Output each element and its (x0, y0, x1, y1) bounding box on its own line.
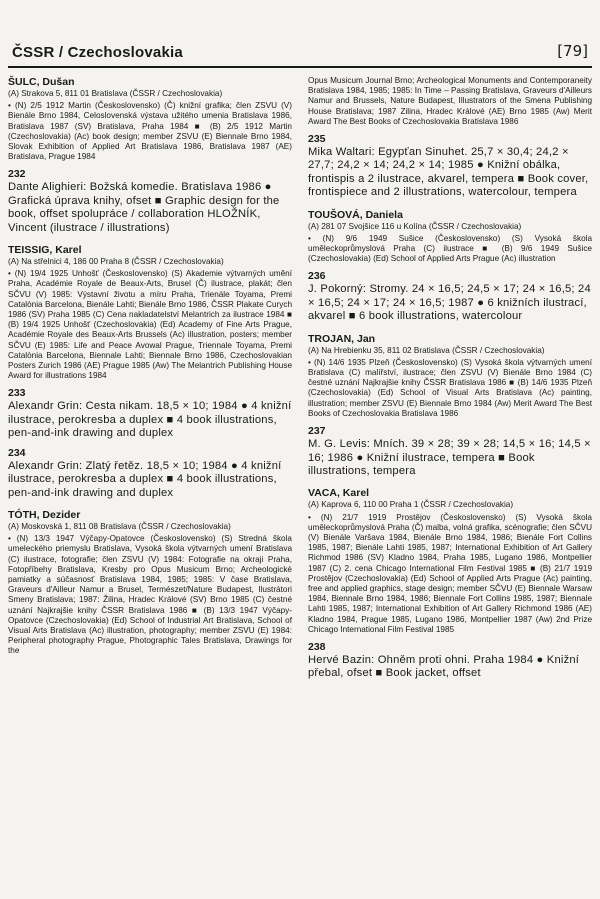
work-description: J. Pokorný: Stromy. 24 × 16,5; 24,5 × 17; 24 × 16,5; 24 × 16,5; 24 × 17; 24 × 16,5; 1987 ● 6 knižních ilustrací, akvarel ■ 6 book illustrations, watercolour (308, 283, 591, 323)
entry-teissig (8, 244, 292, 500)
work-number: 237 (308, 425, 326, 438)
artist-bio: • (N) 21/7 1919 Prostějov (Československo) (S) Vysoká škola uměleckoprůmyslová Praha (Č) malba, volná grafika, scénografie; člen SČVU (V) Bienále Varšava 1984, Bienále Brno 1984, 1986; Bienále Fort Collins 1985, 1987; Bienále Lahti 1985, 1987; International Exhibition of Art Gallery Richmod 1986 (SV) Kladno 1984, Praha 1985, Lugano 1986, Montpellier 1987 (C) 2. cena Chicago International Film Festival 1985 ■ (B) 21/7 1919 Prostějov (Czechoslovakia) (Ed) School of Applied Arts Prague (Ac) painting, free and applied graphics, stage design; member SČVU (E) Biennale Warsaw 1984, Biennale Brno 1984, 1986; Biennale Fort Collins 1985, 1987; Biennale Lahti 1985, 1987; International Exhibition of Art Gallery Richmond 1986 (AE) Kladno 1984, Prague 1985, Lugano 1986, Montpellier 1987 (Aw) 2nd Prize Chicago International Film Festival 1985 (308, 512, 592, 634)
section-title: ČSSR / Czechoslovakia (12, 44, 183, 61)
work-number: 236 (308, 270, 326, 283)
artist-name: TEISSIG, Karel (8, 244, 82, 257)
work-number: 238 (308, 640, 326, 653)
work-description: Alexandr Grin: Zlatý řetěz. 18,5 × 10; 1984 ● 4 knižní ilustrace, perokresba a duplex ■ 4 book illustrations, pen-and-ink drawing and duplex (8, 459, 282, 499)
artist-name: TÓTH, Dezider (8, 508, 81, 521)
header-rule (8, 66, 592, 68)
entry-trojan (308, 333, 592, 479)
artist-bio: • (N) 9/6 1949 Sušice (Československo) (S) Vysoká škola uměleckoprůmyslová Praha (C) ilustrace ■ (B) 9/6 1949 Sušice (Czechoslovakia) (Ed) School of Applied Arts Prague (Ac) illustration (308, 233, 592, 264)
entry-sulc (8, 76, 292, 235)
left-column (8, 76, 292, 666)
artist-address: (A) Kaprova 6, 110 00 Praha 1 (ČSSR / Czechoslovakia) (308, 500, 514, 510)
artist-address: (A) Moskovská 1, 811 08 Bratislava (ČSSR / Czechoslovakia) (8, 521, 231, 531)
artist-bio-continued: Opus Musicum Journal Brno; Archeological Monuments and Contemporaneity Bratislava 1984, 1985; 1985: In Time – Passing Bratislava, Graveurs d'Ailleurs Namur and Brussels, Nature Budapest, Illustrators of the Smena Publishing House Bratislava; 1987 Zilina, Hradec Králové (AE) Brno 1985 (Aw) Merit Award The Best Books of Czechoslovakia Bratislava 1986 (308, 76, 592, 126)
page-number: [79] (557, 42, 588, 60)
artist-name: TOUŠOVÁ, Daniela (308, 208, 403, 221)
right-column (308, 76, 592, 690)
artist-bio: • (N) 2/5 1912 Martin (Československo) (Č) knižní grafika; člen ZSVU (V) Bienále Brno 1984, Celoslovenská výstava užitého umenia Bratislava 1986, Bratislava 1987 (SV) Bratislava, Praha 1984 ■ (B) 2/5 1912 Martin (Czechoslovakia) (Ac) book design; member ZSVU (E) Biennale Brno 1984, Slovak Exhibition of Applied Art Bratislava 1986, Bratislava 1987 (AE) Bratislava, Prague 1984 (8, 101, 292, 162)
artist-bio: • (N) 14/6 1935 Plzeň (Československo) (S) Vysoká škola výtvarných umení Bratislava (C) malířství, ilustrace; člen ZSVU (V) Bienále Brno 1984 (C) čestné uznání Najkrajšie knihy ČSSR Bratislava 1986 ■ (B) 14/6 1935 Plzeň (Czechoslovakia) (Ed) School of Visual Arts Bratislava (Ac) painting, illustration; member ZSVU (E) Biennale Brno 1984 (Aw) Merit Award The Best Books of Czechoslovakia Bratislava 1986 (308, 357, 592, 418)
artist-bio: • (N) 19/4 1925 Unhošť (Československo) (S) Akademie výtvarných umění Praha, Académie Royale de Beaux-Arts, Brusel (Č) ilustrace, plakát; člen SČVU (V) 1985: Výstavní životu a míru Praha, Trienále Toyama, Premi Catalònia Barcelona, Bienále Lahti; Bienále Brno 1986, ČSSR Plakate Curych 1986 (SV) Praha 1985 (C) Cena nakladatelství Melantrich za ilustrace 1984 ■ (B) 19/4 1925 Unhošť (Czechoslovakia) (Ed) Academy of Fine Arts Prague, Académie Royale des Beaux-Arts Brussels (Ac) illustration, posters; member SČVU (E) 1985: Life and Peace Avowal Prague, Triennale Toyama, Premi Catalònia Barcelona, Biennale Lahti; Biennale Brno 1986, Czechoslovakian Posters Zurich 1986 (AE) Prague 1985 (Aw) The Melantrich Publishing House Award for illustrations 1984 (8, 269, 292, 381)
work-number: 233 (8, 387, 26, 400)
artist-address: (A) Na Hrebienku 35, 811 02 Bratislava (ČSSR / Czechoslovakia) (308, 345, 545, 355)
entry-toth-continued (308, 76, 592, 200)
artist-name: VACA, Karel (308, 487, 370, 500)
artist-bio: • (N) 13/3 1947 Výčapy-Opatovce (Československo) (S) Stredná škola umeleckého priemyslu Bratislava, Vysoká škola výtvarných umení Bratislava (C) ilustrace, fotografie; člen ZSVU (V) 1984: Fotografie na okraji Praha, Fotopříbehy Bratislava, Kresby pro Opus Musicum Brno; Archeologické pamiatky a súčasnosť Bratislava 1984, 1985; 1985: V čase Bratislava, Graveurs d'Ailleur Namur a Brusel, Természet/Nature Budapest, Ilustrátori Smeny Bratislava; 1987: Žilina, Hradec Králové (SV) Brno 1985 (C) čestné uznání Najkrajšie knihy ČSSR Bratislava 1986 ■ (B) 13/3 1947 Výčapy-Opatovce (Czechoslovakia) (Ed) School of Industrial Art Bratislava, School of Visual Arts Bratislava (Ac) illustration, photography; member ZSVU (E) 1984: Peripheral photography Prague, Photographic Tales Bratislava, Drawings for the (8, 534, 292, 656)
page-header (8, 44, 592, 66)
entry-vaca (308, 487, 592, 680)
artist-name: ŠULC, Dušan (8, 76, 75, 88)
artist-name: TROJAN, Jan (308, 332, 376, 345)
artist-address: (A) Na střelnici 4, 186 00 Praha 8 (ČSSR / Czechoslovakia) (8, 257, 224, 267)
artist-address: (A) Strakova 5, 811 01 Bratislava (ČSSR / Czechoslovakia) (8, 89, 223, 98)
entry-tousova (308, 209, 592, 324)
work-number: 234 (8, 446, 26, 459)
work-description: M. G. Levis: Mních. 39 × 28; 39 × 28; 14,5 × 16; 14,5 × 16; 1986 ● Knižní ilustrace, tempera ■ Book illustrations, tempera (308, 438, 591, 477)
work-number: 232 (8, 168, 26, 181)
artist-address: (A) 281 07 Svojšice 116 u Kolína (ČSSR / Czechoslovakia) (308, 221, 522, 231)
work-description: Hervé Bazin: Ohněm proti ohni. Praha 1984 ● Knižní přebal, ofset ■ Book jacket, offset (308, 653, 580, 680)
entry-toth (8, 509, 292, 657)
work-description: Alexandr Grin: Cesta nikam. 18,5 × 10; 1984 ● 4 knižní ilustrace, perokresba a duplex ■ 4 book illustrations, pen-and-ink drawing and duplex (8, 400, 292, 440)
work-description: Dante Alighieri: Božská komedie. Bratislava 1986 ● Grafická úprava knihy, ofset ■ Graphic design for the book, offset spolupráce / collaboration HLOŽNÍK, Vincent (ilustrace / illustrations) (8, 181, 280, 234)
work-description: Mika Waltari: Egypťan Sinuhet. 25,7 × 30,4; 24,2 × 27,7; 24,2 × 14; 24,2 × 14; 1985 ● Knižní obálka, frontispis a 2 ilustrace, akvarel, tempera ■ Book cover, frontispiece and 2 illustrations, watercolour, tempera (308, 146, 589, 199)
work-number: 235 (308, 133, 326, 146)
